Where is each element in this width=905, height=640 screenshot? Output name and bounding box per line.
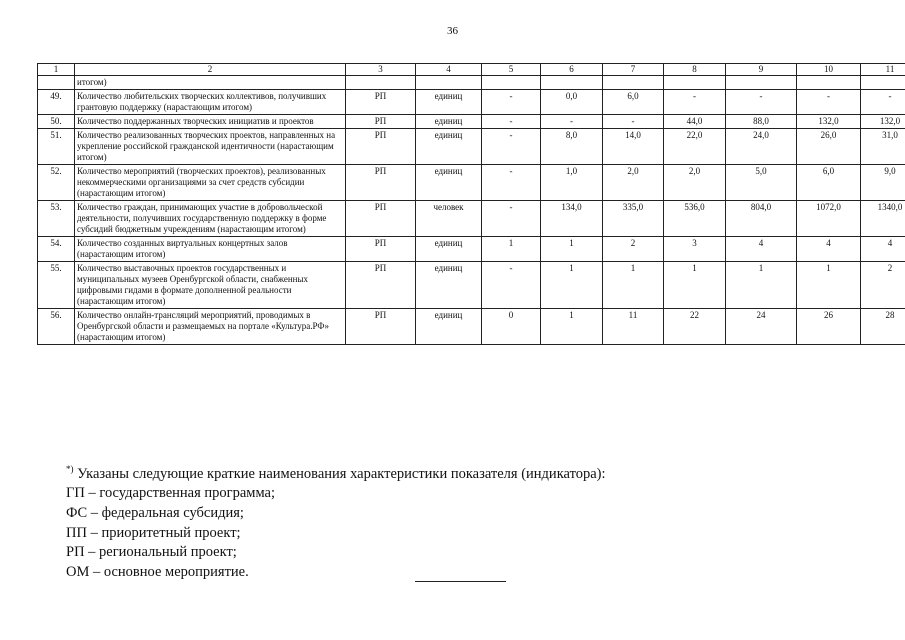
value-cell: -	[603, 115, 664, 129]
indicator-level: РП	[346, 262, 416, 309]
unit: человек	[416, 201, 482, 237]
indicator-name: Количество граждан, принимающих участие в добровольческой деятельности, получивших государственную поддержку в форме субсидий бюджетным учреждениям (нарастающим итогом)	[75, 201, 346, 237]
value-cell: 88,0	[726, 115, 797, 129]
value-cell: 6,0	[603, 90, 664, 115]
indicator-name: Количество реализованных творческих проектов, направленных на укрепление российской гражданской идентичности (нарастающим итогом)	[75, 129, 346, 165]
value-cell: 2,0	[664, 165, 726, 201]
value-cell: -	[726, 90, 797, 115]
indicator-level: РП	[346, 129, 416, 165]
value-cell: 4	[797, 237, 861, 262]
value-cell: 2	[603, 237, 664, 262]
row-number: 54.	[38, 237, 75, 262]
indicators-table	[37, 63, 905, 345]
header-cell: 8	[664, 64, 726, 76]
unit: единиц	[416, 129, 482, 165]
header-cell: 4	[416, 64, 482, 76]
table-row	[38, 90, 905, 115]
value-cell: 9,0	[861, 165, 905, 201]
unit: единиц	[416, 262, 482, 309]
value-cell: 804,0	[726, 201, 797, 237]
indicator-level: РП	[346, 90, 416, 115]
table-row	[38, 129, 905, 165]
value-cell: 1	[726, 262, 797, 309]
value-cell: 132,0	[861, 115, 905, 129]
table-row	[38, 115, 905, 129]
row-number: 56.	[38, 309, 75, 345]
value-cell: 2,0	[603, 165, 664, 201]
value-cell: 3	[664, 237, 726, 262]
value-cell: 132,0	[797, 115, 861, 129]
value-cell: 1	[541, 262, 603, 309]
table-row	[38, 165, 905, 201]
indicator-name: Количество поддержанных творческих инициатив и проектов	[75, 115, 346, 129]
value-cell: -	[797, 90, 861, 115]
header-cell: 11	[861, 64, 905, 76]
value-cell: 1	[541, 309, 603, 345]
unit: единиц	[416, 90, 482, 115]
footnote-item: РП – региональный проект;	[66, 544, 237, 561]
value-cell: -	[482, 129, 541, 165]
footnote-items	[66, 484, 606, 582]
value-cell: 44,0	[664, 115, 726, 129]
value-cell: -	[482, 262, 541, 309]
value-cell: -	[541, 115, 603, 129]
footnote-item: ОМ – основное мероприятие.	[66, 563, 249, 580]
header-cell: 5	[482, 64, 541, 76]
value-cell: 1	[541, 237, 603, 262]
value-cell: -	[482, 90, 541, 115]
unit: единиц	[416, 165, 482, 201]
unit: единиц	[416, 237, 482, 262]
value-cell: 8,0	[541, 129, 603, 165]
indicator-level: РП	[346, 309, 416, 345]
value-cell: -	[482, 165, 541, 201]
value-cell: -	[482, 115, 541, 129]
value-cell: 22	[664, 309, 726, 345]
value-cell: 22,0	[664, 129, 726, 165]
value-cell: 1	[482, 237, 541, 262]
value-cell: 6,0	[797, 165, 861, 201]
value-cell: 4	[726, 237, 797, 262]
value-cell: -	[482, 201, 541, 237]
indicator-name: Количество выставочных проектов государственных и муниципальных музеев Оренбургской области, снабженных цифровыми гидами в формате дополненной реальности (нарастающим итогом)	[75, 262, 346, 309]
header-cell: 3	[346, 64, 416, 76]
value-cell: 1	[603, 262, 664, 309]
value-cell: 1	[797, 262, 861, 309]
continuation-row	[38, 76, 905, 90]
indicator-name: Количество онлайн-трансляций мероприятий, проводимых в Оренбургской области и размещаемых на портале «Культура.РФ» (нарастающим итогом)	[75, 309, 346, 345]
value-cell: 2	[861, 262, 905, 309]
header-cell: 10	[797, 64, 861, 76]
value-cell: 24,0	[726, 129, 797, 165]
value-cell: 1,0	[541, 165, 603, 201]
row-number: 53.	[38, 201, 75, 237]
indicator-name: Количество мероприятий (творческих проектов), реализованных некоммерческими организациями за счет средств субсидии (нарастающим итогом)	[75, 165, 346, 201]
value-cell: 536,0	[664, 201, 726, 237]
unit: единиц	[416, 309, 482, 345]
header-cell: 6	[541, 64, 603, 76]
footnote-intro: Указаны следующие краткие наименования характеристики показателя (индикатора):	[77, 465, 606, 482]
indicator-name: Количество любительских творческих коллективов, получивших грантовую поддержку (нарастающим итогом)	[75, 90, 346, 115]
value-cell: 0,0	[541, 90, 603, 115]
footnote	[66, 460, 606, 582]
row-number: 51.	[38, 129, 75, 165]
header-cell: 7	[603, 64, 664, 76]
value-cell: 335,0	[603, 201, 664, 237]
value-cell: 134,0	[541, 201, 603, 237]
continuation-text: итогом)	[75, 76, 346, 90]
indicator-level: РП	[346, 201, 416, 237]
footnote-intro-line	[66, 460, 606, 484]
value-cell: 24	[726, 309, 797, 345]
unit: единиц	[416, 115, 482, 129]
footnote-item: ПП – приоритетный проект;	[66, 524, 241, 541]
row-number: 50.	[38, 115, 75, 129]
footnote-item: ГП – государственная программа;	[66, 485, 276, 502]
indicator-name: Количество созданных виртуальных концертных залов (нарастающим итогом)	[75, 237, 346, 262]
footnote-marker: *)	[66, 464, 74, 474]
value-cell: 26,0	[797, 129, 861, 165]
value-cell: 28	[861, 309, 905, 345]
value-cell: 1072,0	[797, 201, 861, 237]
value-cell: -	[861, 90, 905, 115]
value-cell: 4	[861, 237, 905, 262]
header-cell: 9	[726, 64, 797, 76]
end-rule	[415, 581, 506, 582]
indicator-level: РП	[346, 115, 416, 129]
indicator-level: РП	[346, 237, 416, 262]
value-cell: -	[664, 90, 726, 115]
value-cell: 5,0	[726, 165, 797, 201]
header-cell: 1	[38, 64, 75, 76]
value-cell: 0	[482, 309, 541, 345]
header-cell: 2	[75, 64, 346, 76]
table-row	[38, 262, 905, 309]
value-cell: 26	[797, 309, 861, 345]
value-cell: 31,0	[861, 129, 905, 165]
table-row	[38, 237, 905, 262]
value-cell: 11	[603, 309, 664, 345]
row-number: 55.	[38, 262, 75, 309]
page-number: 36	[447, 25, 458, 37]
row-number: 49.	[38, 90, 75, 115]
table-row	[38, 201, 905, 237]
row-number: 52.	[38, 165, 75, 201]
value-cell: 1	[664, 262, 726, 309]
value-cell: 1340,0	[861, 201, 905, 237]
indicator-level: РП	[346, 165, 416, 201]
value-cell: 14,0	[603, 129, 664, 165]
footnote-item: ФС – федеральная субсидия;	[66, 505, 244, 522]
header-row	[38, 64, 905, 76]
table-row	[38, 309, 905, 345]
